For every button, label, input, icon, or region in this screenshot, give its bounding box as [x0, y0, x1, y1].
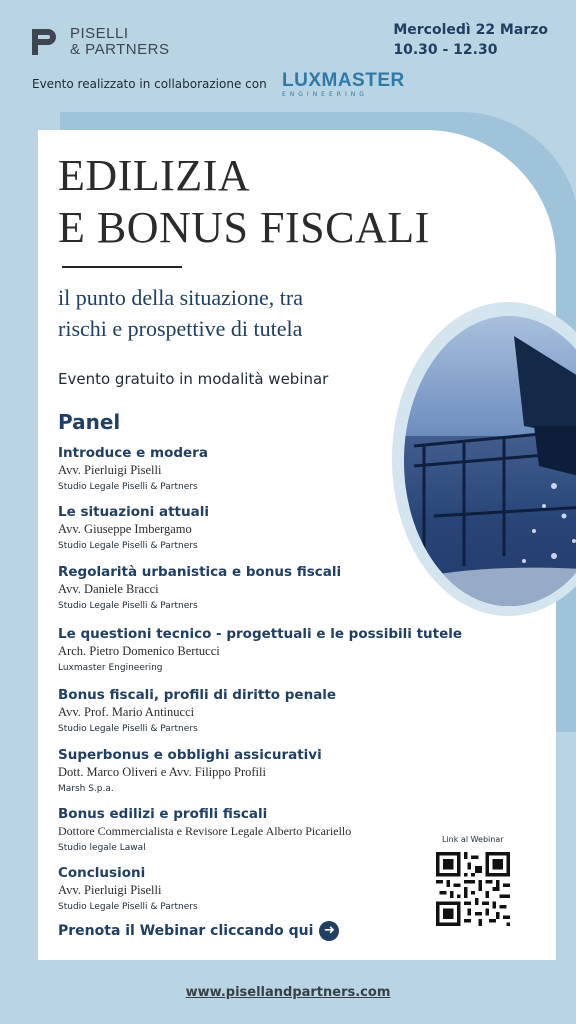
panel-item-title: Bonus edilizi e profili fiscali [58, 806, 268, 822]
panel-item-speaker: Arch. Pietro Domenico Bertucci [58, 644, 220, 658]
panel-item-speaker: Avv. Pierluigi Piselli [58, 463, 162, 477]
webinar-qr-code[interactable] [436, 852, 510, 926]
panel-item-organization: Studio legale Lawal [58, 843, 146, 853]
collaboration-text: Evento realizzato in collaborazione con [32, 77, 267, 91]
event-time: 10.30 - 12.30 [393, 42, 498, 58]
qr-label: Link al Webinar [442, 835, 504, 844]
event-day: Mercoledì 22 Marzo [393, 22, 548, 38]
panel-item-organization: Studio Legale Piselli & Partners [58, 724, 198, 734]
panel-item-title: Introduce e modera [58, 445, 208, 461]
website-link[interactable]: www.pisellandpartners.com [185, 985, 391, 1000]
logo-line-1: PISELLI [70, 25, 129, 42]
panel-item-title: Bonus fiscali, profili di diritto penale [58, 687, 337, 703]
title-line-1: EDILIZIA [58, 151, 251, 200]
logo-line-2: & PARTNERS [70, 41, 170, 58]
panel-item [58, 563, 341, 614]
panel-heading: Panel [58, 410, 121, 434]
event-date [393, 20, 548, 60]
panel-item-title: Regolarità urbanistica e bonus fiscali [58, 564, 342, 580]
panel-item-organization: Studio Legale Piselli & Partners [58, 482, 198, 492]
luxmaster-logo-main: LUXMASTER [282, 70, 405, 91]
panel-item [58, 746, 322, 797]
panel-item-title: Superbonus e obblighi assicurativi [58, 747, 322, 763]
panel-item-speaker: Avv. Daniele Bracci [58, 582, 159, 596]
panel-item-title: Le questioni tecnico - progettuali e le possibili tutele [58, 626, 463, 642]
panel-item-organization: Studio Legale Piselli & Partners [58, 541, 198, 551]
panel-item-organization: Studio Legale Piselli & Partners [58, 601, 198, 611]
piselli-partners-logo [30, 26, 169, 58]
event-title [58, 150, 430, 254]
logo-mark-icon [30, 27, 60, 57]
construction-photo [404, 316, 576, 606]
panel-item-organization: Marsh S.p.a. [58, 784, 114, 794]
panel-item [58, 864, 198, 915]
subtitle-line-1: il punto della situazione, tra [58, 285, 303, 310]
panel-item-title: Le situazioni attuali [58, 504, 209, 520]
panel-item-speaker: Avv. Prof. Mario Antinucci [58, 705, 195, 719]
panel-item [58, 805, 351, 856]
panel-item [58, 444, 208, 495]
subtitle-line-2: rischi e prospettive di tutela [58, 316, 303, 341]
title-line-2: E BONUS FISCALI [58, 203, 430, 252]
panel-item-speaker: Dottore Commercialista e Revisore Legale Alberto Picariello [58, 824, 352, 838]
panel-item-title: Conclusioni [58, 865, 146, 881]
event-subtitle [58, 282, 303, 344]
luxmaster-logo [282, 70, 405, 98]
panel-item-organization: Studio Legale Piselli & Partners [58, 902, 198, 912]
book-webinar-link[interactable] [58, 921, 339, 941]
free-event-label: Evento gratuito in modalità webinar [58, 370, 329, 388]
panel-item-speaker: Avv. Giuseppe Imbergamo [58, 522, 192, 536]
panel-item [58, 625, 462, 676]
panel-item-speaker: Dott. Marco Oliveri e Avv. Filippo Profili [58, 765, 266, 779]
arrow-right-circle-icon: ➜ [319, 921, 339, 941]
panel-item [58, 686, 336, 737]
luxmaster-logo-sub: ENGINEERING [282, 91, 368, 98]
panel-item [58, 503, 209, 554]
title-divider [62, 266, 182, 268]
book-webinar-label: Prenota il Webinar cliccando qui [58, 923, 314, 939]
panel-item-speaker: Avv. Pierluigi Piselli [58, 883, 162, 897]
panel-item-organization: Luxmaster Engineering [58, 663, 163, 673]
